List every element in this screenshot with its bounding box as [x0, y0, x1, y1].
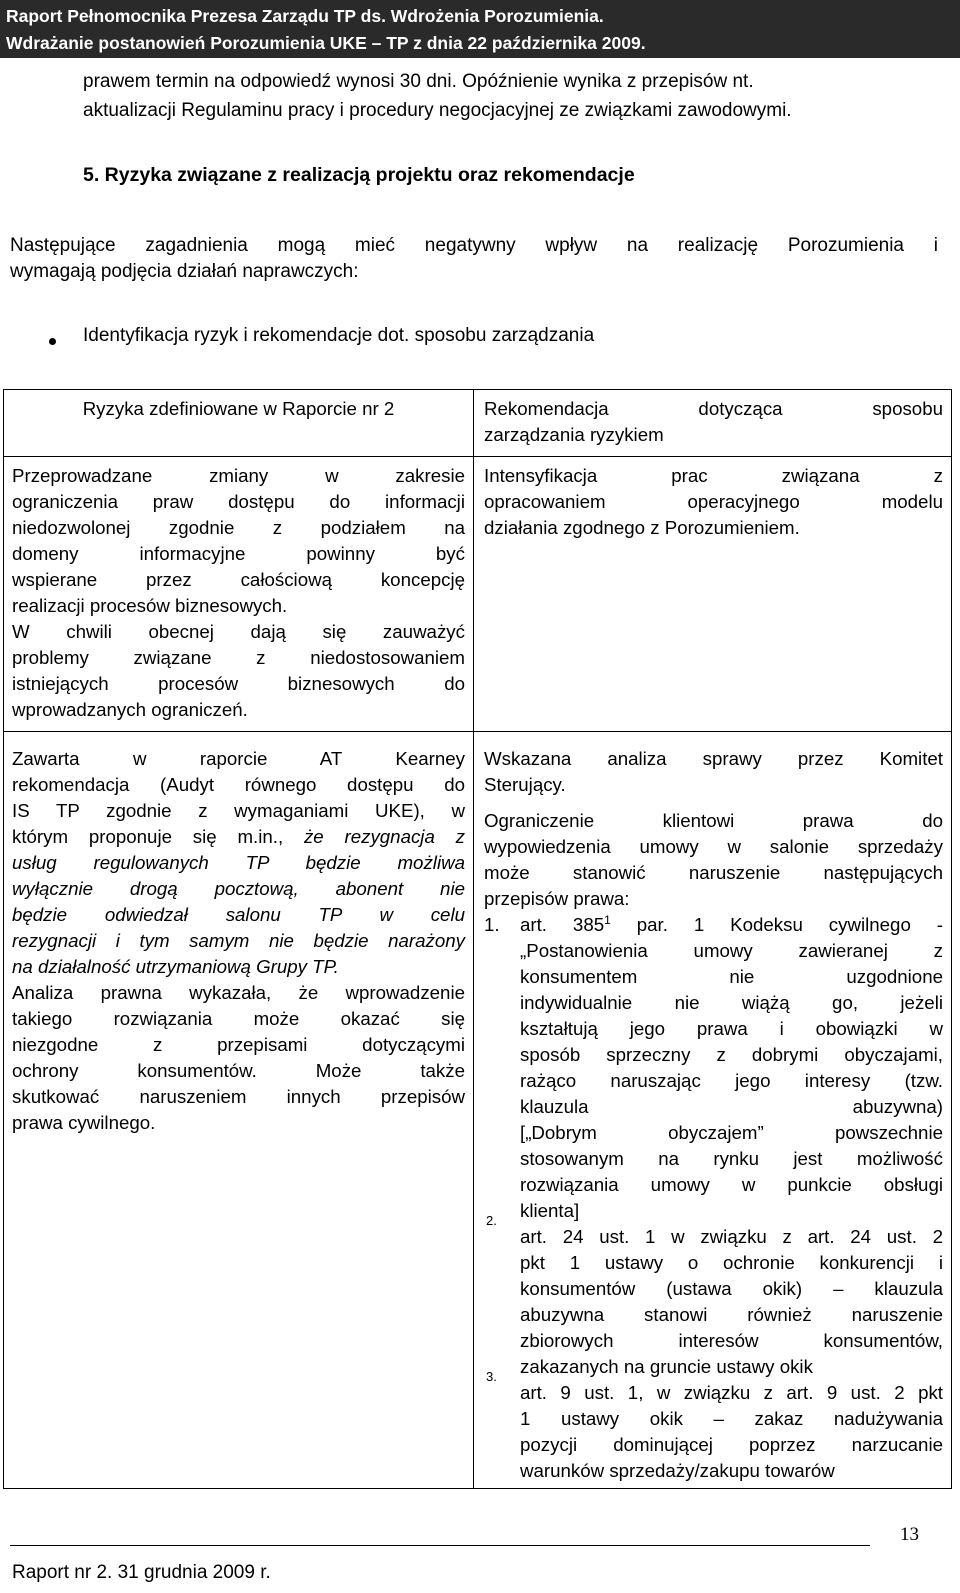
row2-left-line: prawa cywilnego. — [12, 1112, 156, 1133]
row2-left-line: rezygnacji i tym samym nie będzie narażony — [12, 930, 465, 951]
row1-left-line: W chwili obecnej dają się zauważyć — [12, 621, 465, 642]
row2-left-line — [12, 824, 465, 850]
list-item-line: kształtują jego prawa i obowiązki w — [520, 1018, 943, 1039]
row2-left-line: IS TP zgodnie z wymaganiami UKE), w — [12, 800, 465, 821]
list-item-line: sposób sprzeczny z dobrymi obyczajami, — [520, 1044, 943, 1065]
header-right-line-1: Rekomendacja dotycząca sposobu — [484, 398, 943, 419]
list-item-line — [520, 912, 943, 938]
row1-left-line: problemy związane z niedostosowaniem — [12, 647, 465, 668]
table-header-row — [4, 390, 952, 457]
row2-right-line: Wskazana analiza sprawy przez Komitet — [484, 748, 943, 769]
row1-left-line: wprowadzanych ograniczeń. — [12, 699, 248, 720]
document-header — [0, 0, 960, 58]
section-paragraph — [10, 233, 938, 285]
row1-risk-cell — [4, 457, 474, 732]
list-item-line: klienta] — [520, 1200, 580, 1221]
row1-left-line: domeny informacyjne powinny być — [12, 543, 465, 564]
row1-right-line: działania zgodnego z Porozumieniem. — [484, 517, 800, 538]
risk-table — [3, 389, 952, 1489]
row2-right-line: wypowiedzenia umowy w salonie sprzedaży — [484, 836, 943, 857]
list-item — [484, 1213, 943, 1380]
row2-right-line: Sterujący. — [484, 774, 566, 795]
bullet-text: Identyfikacja ryzyk i rekomendacje dot. sposobu zarządzania — [83, 325, 595, 346]
row2-left-line: Analiza prawna wykazała, że wprowadzenie — [12, 982, 465, 1003]
table-header-right — [474, 390, 952, 457]
list-item-number: 2. — [486, 1213, 497, 1228]
row1-left-line: istniejących procesów biznesowych do — [12, 673, 465, 694]
item1-part-b: par. 1 Kodeksu cywilnego - — [610, 914, 943, 935]
header-left-text: Ryzyka zdefiniowane w Raporcie nr 2 — [82, 398, 395, 419]
row2-right-line: Ograniczenie klientowi prawa do — [484, 810, 943, 831]
list-item-line: 1 ustawy okik – zakaz nadużywania — [520, 1408, 943, 1429]
list-item — [484, 912, 943, 1224]
list-item-line: stosowanym na rynku jest możliwość — [520, 1148, 943, 1169]
row1-recommendation-cell — [474, 457, 952, 732]
row2-left-line: ochrony konsumentów. Może także — [12, 1060, 465, 1081]
footer-text: Raport nr 2. 31 grudnia 2009 r. — [12, 1562, 271, 1583]
item1-superscript: 1 — [604, 912, 611, 927]
intro-line-1: prawem termin na odpowiedź wynosi 30 dni. Opóźnienie wynika z przepisów nt. — [83, 71, 754, 92]
row2-left-line: na działalność utrzymaniową Grupy TP. — [12, 956, 339, 977]
list-item-line: [„Dobrym obyczajem” powszechnie — [520, 1122, 943, 1143]
list-item-number: 3. — [486, 1369, 497, 1384]
list-item-line: zakazanych na gruncie ustawy okik — [520, 1356, 813, 1377]
row1-right-line: opracowaniem operacyjnego modelu — [484, 491, 943, 512]
row1-left-line: Przeprowadzane zmiany w zakresie — [12, 465, 465, 486]
list-item-line: indywidualnie nie wiążą go, jeżeli — [520, 992, 943, 1013]
header-right-line-2: zarządzania ryzykiem — [484, 424, 664, 445]
section-heading: 5. Ryzyka związane z realizacją projektu oraz rekomendacje — [83, 164, 635, 186]
list-item-line: abuzywna stanowi również naruszenie — [520, 1304, 943, 1325]
list-item-line: „Postanowienia umowy zawieranej z — [520, 940, 943, 961]
footer-divider — [10, 1545, 870, 1546]
row2-risk-cell — [4, 732, 474, 1489]
row2-left-line: skutkować naruszeniem innych przepisów — [12, 1086, 465, 1107]
section-paragraph-line-2: wymagają podjęcia działań naprawczych: — [10, 261, 359, 282]
list-item-line: art. 9 ust. 1, w związku z art. 9 ust. 2 pkt — [520, 1382, 943, 1403]
section-paragraph-line-1: Następujące zagadnienia mogą mieć negatywny wpływ na realizację Porozumienia i — [10, 235, 938, 256]
bullet-icon — [49, 338, 56, 345]
list-item-line: art. 24 ust. 1 w związku z art. 24 ust. 2 — [520, 1226, 943, 1247]
list-item — [484, 1369, 943, 1484]
list-item-line: warunków sprzedaży/zakupu towarów — [520, 1460, 835, 1481]
item1-part-a: art. 385 — [520, 914, 605, 935]
list-item-number: 1. — [484, 914, 500, 935]
list-item-line: klauzula abuzywna) — [520, 1096, 943, 1117]
list-item-line: zbiorowych interesów konsumentów, — [520, 1330, 943, 1351]
row1-left-line: ograniczenia praw dostępu do informacji — [12, 491, 465, 512]
row1-right-line: Intensyfikacja prac związana z — [484, 465, 943, 486]
row2-left-line: usług regulowanych TP będzie możliwa — [12, 852, 465, 873]
row2-left-line: rekomendacja (Audyt równego dostępu do — [12, 774, 465, 795]
row2-left-line: będzie odwiedzał salonu TP w celu — [12, 904, 465, 925]
table-header-left — [4, 390, 474, 457]
row2-right-line: przepisów prawa: — [484, 888, 630, 909]
list-item-line: pozycji dominującej poprzez narzucanie — [520, 1434, 943, 1455]
intro-line-2: aktualizacji Regulaminu pracy i procedury negocjacyjnej ze związkami zawodowymi. — [83, 100, 792, 121]
list-item-line: rażąco naruszając jego interesy (tzw. — [520, 1070, 943, 1091]
row1-left-line: realizacji procesów biznesowych. — [12, 595, 288, 616]
list-item-line: konsumentów (ustawa okik) – klauzula — [520, 1278, 943, 1299]
row1-left-line: niedozwolonej zgodnie z podziałem na — [12, 517, 465, 538]
page-number: 13 — [900, 1524, 919, 1545]
list-item-line: rozwiązania umowy w punkcie obsługi — [520, 1174, 943, 1195]
table-row — [4, 732, 952, 1489]
row2-left-line: wyłącznie drogą pocztową, abonent nie — [12, 878, 465, 899]
list-item-line: pkt 1 ustawy o ochronie konkurencji i — [520, 1252, 943, 1273]
row2-recommendation-cell — [474, 732, 952, 1489]
header-title: Raport Pełnomocnika Prezesa Zarządu TP ds. Wdrożenia Porozumienia. — [6, 6, 604, 26]
row2-left-line: niezgodne z przepisami dotyczącymi — [12, 1034, 465, 1055]
row2-left-line: takiego rozwiązania może okazać się — [12, 1008, 465, 1029]
row2-right-line: może stanowić naruszenie następujących — [484, 862, 943, 883]
list-item-line: konsumentem nie uzgodnione — [520, 966, 943, 987]
row1-left-line: wspierane przez całościową koncepcję — [12, 569, 465, 590]
row2-left-line: Zawarta w raporcie AT Kearney — [12, 748, 465, 769]
row2-left-line-part: którym proponuje się m.in., — [12, 826, 304, 847]
row2-left-line-italic: że rezygnacja z — [303, 826, 465, 847]
header-subtitle: Wdrażanie postanowień Porozumienia UKE – TP z dnia 22 października 2009. — [6, 33, 646, 53]
table-row — [4, 457, 952, 732]
